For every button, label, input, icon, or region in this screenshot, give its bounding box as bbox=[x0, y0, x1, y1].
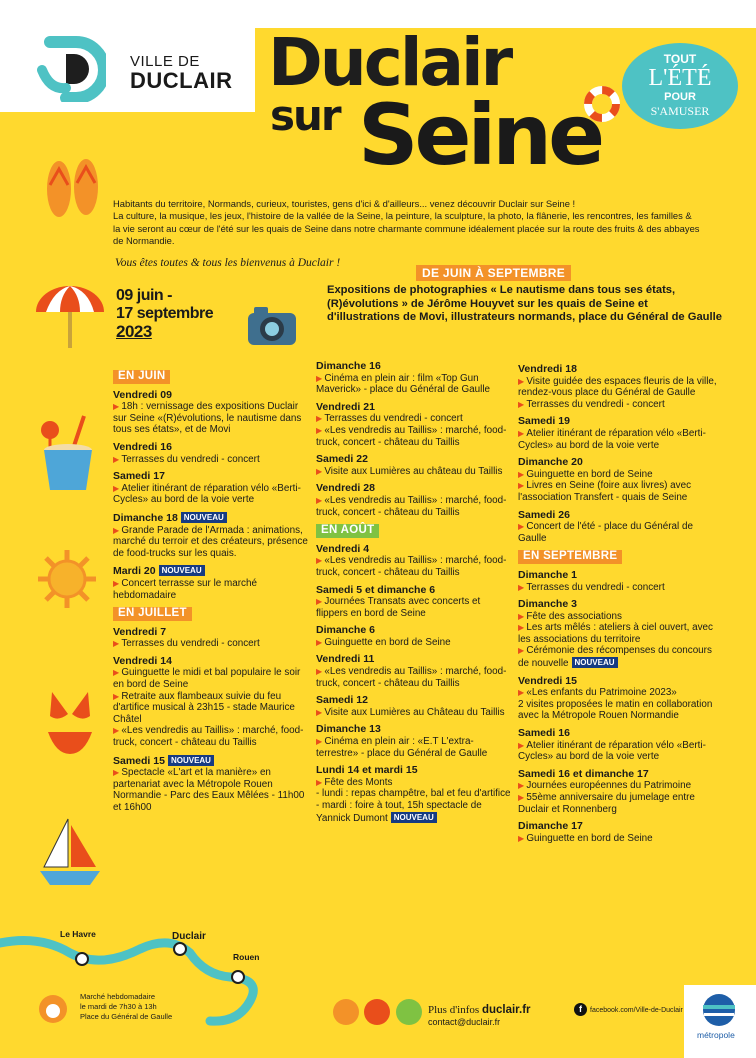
apple-icon bbox=[38, 994, 68, 1024]
event-item bbox=[316, 707, 514, 719]
bikini-icon bbox=[44, 688, 96, 758]
event-text: Retraite aux flambeaux suivie du feu d'artifice musical à 23h15 - stade Maurice Châtel bbox=[113, 690, 295, 725]
event-text: Guinguette en bord de Seine bbox=[526, 468, 653, 480]
event-text: 18h : vernissage des expositions Duclair sur Seine «(R)évolutions, le nautisme dans tous ses états», et de Movi bbox=[113, 401, 302, 436]
event-date-label: Mardi 20 bbox=[113, 565, 156, 578]
event-date bbox=[113, 656, 313, 668]
event-item bbox=[518, 469, 718, 481]
event-date-label: Samedi 19 bbox=[518, 415, 570, 428]
title-sur: sur bbox=[270, 91, 340, 140]
event-item bbox=[113, 578, 313, 601]
new-badge: NOUVEAU bbox=[168, 755, 214, 766]
event-text: Fête des associations bbox=[526, 610, 622, 622]
event-date bbox=[518, 728, 718, 740]
event-date bbox=[518, 676, 718, 688]
event-text: Cinéma en plein air : «E.T L'extra-terrestre» - place du Général de Gaulle bbox=[316, 736, 488, 759]
event-date bbox=[518, 599, 718, 611]
event-text: Terrasses du vendredi - concert bbox=[121, 453, 260, 465]
arrow-icon: ▶ bbox=[113, 454, 122, 464]
event-date-label: Lundi 14 et mardi 15 bbox=[316, 764, 418, 777]
event-text: Concert de l'été - place du Général de Gaulle bbox=[518, 521, 693, 544]
event-item bbox=[518, 780, 718, 792]
more-info bbox=[428, 1004, 531, 1016]
event-item bbox=[316, 800, 514, 824]
arrow-icon: ▶ bbox=[113, 726, 122, 736]
event-date bbox=[113, 442, 313, 454]
event-text: Journées européennes du Patrimoine bbox=[526, 780, 692, 792]
event-date-label: Samedi 12 bbox=[316, 694, 368, 707]
metropole-logo-icon bbox=[696, 993, 742, 1027]
event-item bbox=[518, 833, 718, 845]
event-item bbox=[113, 725, 313, 748]
badge-line1: TOUT bbox=[663, 52, 697, 66]
event-item bbox=[316, 666, 514, 689]
event-date-label: Dimanche 18 bbox=[113, 511, 178, 524]
event-date-label: Dimanche 16 bbox=[316, 360, 381, 372]
event-date-label: Samedi 26 bbox=[518, 508, 570, 521]
event-text: 2 visites proposées le matin en collaboration avec la Métropole Rouen Normandie bbox=[518, 698, 713, 722]
event-date-label: Samedi 17 bbox=[113, 470, 165, 483]
arrow-icon: ▶ bbox=[518, 611, 527, 621]
event-date bbox=[316, 654, 514, 666]
badge-line2: L'ÉTÉ bbox=[648, 65, 712, 91]
event-item bbox=[518, 521, 718, 544]
sailboat-icon bbox=[38, 815, 102, 887]
arrow-icon: ▶ bbox=[316, 737, 325, 747]
flip-flops-icon bbox=[42, 155, 104, 221]
event-item bbox=[113, 667, 313, 690]
event-text: Terrasses du vendredi - concert bbox=[526, 398, 665, 410]
event-item bbox=[316, 555, 514, 578]
arrow-icon: ▶ bbox=[113, 525, 122, 535]
event-item bbox=[113, 401, 313, 436]
expo-period-header: DE JUIN À SEPTEMBRE bbox=[416, 265, 571, 281]
event-date-label: Vendredi 09 bbox=[113, 388, 172, 401]
arrow-icon: ▶ bbox=[316, 597, 325, 607]
event-date-label: Dimanche 13 bbox=[316, 723, 381, 736]
city-logo[interactable] bbox=[30, 28, 255, 112]
event-text: Concert terrasse sur le marché hebdomadaire bbox=[113, 577, 257, 601]
month-header bbox=[316, 524, 514, 538]
arrow-icon: ▶ bbox=[518, 833, 527, 843]
event-date bbox=[518, 457, 718, 469]
sun-icon bbox=[36, 548, 98, 610]
event-date-label: Vendredi 11 bbox=[316, 653, 375, 666]
arrow-icon: ▶ bbox=[113, 402, 122, 412]
month-header bbox=[518, 550, 718, 564]
arrow-icon: ▶ bbox=[518, 481, 527, 491]
event-date bbox=[518, 510, 718, 522]
expo-year: 2023 bbox=[116, 322, 152, 341]
arrow-icon: ▶ bbox=[316, 777, 325, 787]
event-text: Journées Transats avec concerts et flippers en bord de Seine bbox=[316, 596, 481, 619]
event-text: Terrasses du vendredi - concert bbox=[526, 581, 665, 593]
new-badge: NOUVEAU bbox=[391, 812, 437, 823]
arrow-icon: ▶ bbox=[316, 495, 325, 505]
event-text: - mardi : foire à tout, 15h spectacle de Yannick Dumont bbox=[316, 800, 482, 824]
arrow-icon: ▶ bbox=[316, 466, 325, 476]
event-date-label: Samedi 22 bbox=[316, 453, 368, 466]
event-date bbox=[518, 570, 718, 582]
month-header bbox=[113, 370, 313, 384]
event-item bbox=[518, 376, 718, 399]
arrow-icon: ▶ bbox=[518, 428, 527, 438]
label-logos-icon bbox=[332, 998, 428, 1026]
expo-description: Expositions de photographies « Le nautisme dans tous ses états, (R)évolutions » de Jérôme Houyvet sur les quais de Seine et d'illustrations de Movi, illustrateurs normands, place du Général de Gaulle bbox=[327, 284, 722, 323]
arrow-icon: ▶ bbox=[113, 691, 122, 701]
event-text: Les arts mêlés : ateliers à ciel ouvert, avec les associations du territoire bbox=[518, 622, 713, 645]
event-text: «Les vendredis au Taillis» : marché, food-truck, concert - château du Taillis bbox=[316, 494, 507, 518]
arrow-icon: ▶ bbox=[518, 582, 527, 592]
event-item bbox=[518, 792, 718, 815]
arrow-icon: ▶ bbox=[316, 414, 325, 424]
arrow-icon: ▶ bbox=[113, 639, 122, 649]
event-date bbox=[113, 512, 313, 525]
new-badge: NOUVEAU bbox=[159, 565, 205, 576]
event-text: Guinguette en bord de Seine bbox=[324, 636, 451, 648]
event-text: Terrasses du vendredi - concert bbox=[324, 413, 463, 425]
event-item bbox=[518, 582, 718, 594]
new-badge: NOUVEAU bbox=[572, 657, 618, 668]
badge-line4: S'AMUSER bbox=[650, 104, 710, 118]
map-label-rouen: Rouen bbox=[233, 952, 260, 962]
event-item bbox=[518, 611, 718, 623]
event-date bbox=[113, 627, 313, 639]
event-text: «Les vendredis au Taillis» : marché, food-truck, concert - château du Taillis bbox=[316, 666, 507, 689]
arrow-icon: ▶ bbox=[113, 668, 122, 678]
event-date-label: Vendredi 21 bbox=[316, 400, 375, 413]
sand-bucket-icon bbox=[36, 410, 98, 494]
event-text: Visite aux Lumières au château du Taillis bbox=[324, 465, 503, 477]
event-date bbox=[316, 585, 514, 597]
event-item bbox=[518, 480, 718, 503]
event-date-label: Vendredi 18 bbox=[518, 363, 577, 375]
event-date-label: Samedi 16 bbox=[518, 727, 570, 740]
arrow-icon: ▶ bbox=[518, 740, 527, 750]
program-column-3 bbox=[518, 364, 718, 844]
event-item bbox=[316, 788, 514, 800]
event-text: Cérémonie des récompenses du concours de nouvelle bbox=[518, 645, 712, 670]
event-date-label: Samedi 16 et dimanche 17 bbox=[518, 767, 649, 780]
event-date-label: Dimanche 6 bbox=[316, 624, 375, 637]
arrow-icon: ▶ bbox=[518, 376, 527, 386]
event-date-label: Dimanche 17 bbox=[518, 820, 583, 833]
event-item bbox=[113, 638, 313, 650]
event-date bbox=[316, 544, 514, 556]
event-item bbox=[316, 425, 514, 448]
facebook-link[interactable]: facebook.com/Ville-de-Duclair bbox=[590, 1007, 683, 1014]
map-label-duclair: Duclair bbox=[172, 931, 206, 942]
event-item bbox=[316, 373, 514, 396]
event-date-label: Vendredi 14 bbox=[113, 654, 172, 667]
beach-umbrella-icon bbox=[32, 282, 108, 352]
map-label-lehavre: Le Havre bbox=[60, 929, 96, 939]
new-badge: NOUVEAU bbox=[181, 512, 227, 523]
event-item bbox=[316, 736, 514, 759]
event-date-label: Vendredi 15 bbox=[518, 674, 577, 687]
market-line1: Marché hebdomadaire bbox=[80, 992, 156, 1001]
summer-badge bbox=[622, 43, 738, 129]
event-item bbox=[113, 454, 313, 466]
event-text: Spectacle «L'art et la manière» en partenariat avec la Métropole Rouen Normandie - Parc des Eaux Mêlées - 11h00 et 16h00 bbox=[113, 767, 305, 813]
intro-line2: La culture, la musique, les jeux, l'histoire de la vallée de la Seine, la peinture, la sculpture, la photo, la flânerie, les rencontres, les familles & la vie seront au cœur de l'été sur les quais de Seine dans notre charmante commune idéalement placée sur la route des fruits & des abbayes de Normandie. bbox=[113, 210, 700, 246]
event-text: Terrasses du vendredi - concert bbox=[121, 638, 260, 650]
event-item bbox=[316, 637, 514, 649]
arrow-icon: ▶ bbox=[316, 425, 325, 435]
intro-text bbox=[113, 198, 701, 247]
event-date bbox=[518, 416, 718, 428]
event-text: Visite aux Lumières au Château du Taillis bbox=[324, 706, 505, 718]
event-date-label: Vendredi 28 bbox=[316, 482, 375, 495]
arrow-icon: ▶ bbox=[518, 623, 527, 633]
event-item bbox=[316, 466, 514, 478]
event-date bbox=[113, 390, 313, 402]
event-item bbox=[113, 525, 313, 560]
arrow-icon: ▶ bbox=[113, 768, 122, 778]
event-date bbox=[316, 361, 514, 373]
event-date bbox=[316, 724, 514, 736]
event-date-label: Samedi 5 et dimanche 6 bbox=[316, 583, 436, 596]
event-text: Atelier itinérant de réparation vélo «Berti-Cycles» au bord de la voie verte bbox=[113, 482, 301, 506]
event-date bbox=[518, 821, 718, 833]
title-seine: Seine bbox=[358, 86, 602, 184]
facebook-icon[interactable]: f bbox=[574, 1003, 587, 1016]
event-text: Guinguette en bord de Seine bbox=[526, 832, 653, 844]
arrow-icon: ▶ bbox=[518, 399, 527, 409]
arrow-icon: ▶ bbox=[518, 781, 527, 791]
event-date-label: Vendredi 4 bbox=[316, 542, 370, 555]
event-date bbox=[316, 695, 514, 707]
event-date-label: Dimanche 1 bbox=[518, 568, 577, 581]
arrow-icon: ▶ bbox=[518, 688, 527, 698]
more-info-label: Plus d'infos bbox=[428, 1004, 480, 1016]
program-column-2 bbox=[316, 361, 514, 824]
event-date bbox=[316, 625, 514, 637]
market-line2: le mardi de 7h30 à 13h bbox=[80, 1002, 157, 1011]
event-item bbox=[518, 428, 718, 451]
program-column-1 bbox=[113, 364, 313, 814]
event-text: «Les enfants du Patrimoine 2023» bbox=[526, 687, 677, 699]
event-date-label: Vendredi 16 bbox=[113, 440, 172, 453]
website-link[interactable]: duclair.fr bbox=[481, 1004, 531, 1016]
contact-email[interactable]: contact@duclair.fr bbox=[428, 1017, 501, 1027]
arrow-icon: ▶ bbox=[316, 373, 325, 383]
event-item bbox=[518, 622, 718, 645]
arrow-icon: ▶ bbox=[316, 556, 325, 566]
event-item bbox=[113, 691, 313, 726]
event-date bbox=[316, 402, 514, 414]
arrow-icon: ▶ bbox=[316, 707, 325, 717]
metropole-text: métropole bbox=[697, 1030, 735, 1040]
arrow-icon: ▶ bbox=[518, 646, 527, 656]
event-date bbox=[316, 483, 514, 495]
arrow-icon: ▶ bbox=[113, 483, 122, 493]
event-item bbox=[316, 413, 514, 425]
month-header-label: EN AOÛT bbox=[316, 524, 379, 538]
event-text: Guinguette le midi et bal populaire le soir en bord de Seine bbox=[113, 667, 301, 691]
event-text: Visite guidée des espaces fleuris de la ville, rendez-vous place du Général de Gaulle bbox=[518, 375, 717, 399]
lifebuoy-icon bbox=[584, 86, 620, 122]
arrow-icon: ▶ bbox=[518, 793, 527, 802]
event-text: «Les vendredis au Taillis» : marché, food-truck, concert - château du Taillis bbox=[316, 424, 507, 448]
event-item bbox=[518, 740, 718, 763]
month-header-label: EN JUILLET bbox=[113, 607, 192, 621]
event-text: «Les vendredis au Taillis» : marché, food-truck, concert - château du Taillis bbox=[113, 725, 304, 749]
month-header-label: EN SEPTEMBRE bbox=[518, 550, 622, 564]
event-text: Livres en Seine (foire aux livres) avec l'association Transfert - quais de Seine bbox=[518, 480, 692, 503]
event-date bbox=[316, 454, 514, 466]
event-date-label: Dimanche 20 bbox=[518, 456, 583, 469]
event-text: Atelier itinérant de réparation vélo «Berti-Cycles» au bord de la voie verte bbox=[518, 739, 706, 763]
event-text: - lundi : repas champêtre, bal et feu d'artifice bbox=[316, 788, 511, 800]
camera-icon bbox=[246, 305, 298, 347]
duclair-logo-icon bbox=[36, 32, 106, 102]
event-date bbox=[518, 364, 718, 376]
metropole-logo bbox=[684, 985, 756, 1058]
logo-line1: VILLE DE bbox=[130, 53, 200, 70]
event-item bbox=[113, 767, 313, 813]
event-date-label: Samedi 15 bbox=[113, 754, 165, 767]
event-text: 55ème anniversaire du jumelage entre Duclair et Ronnenberg bbox=[518, 792, 695, 815]
welcome-text: Vous êtes toutes & tous les bienvenus à Duclair ! bbox=[115, 257, 341, 269]
arrow-icon: ▶ bbox=[316, 667, 325, 677]
event-text: Fête des Monts bbox=[324, 776, 393, 788]
expo-date-start: 09 juin - bbox=[116, 287, 172, 304]
market-line3: Place du Général de Gaulle bbox=[80, 1012, 173, 1021]
event-item bbox=[518, 399, 718, 411]
month-header-label: EN JUIN bbox=[113, 370, 170, 384]
expo-date-end: 17 septembre bbox=[116, 305, 214, 322]
event-item bbox=[316, 495, 514, 518]
event-date bbox=[113, 565, 313, 578]
event-item bbox=[316, 596, 514, 619]
badge-line3: POUR bbox=[664, 91, 696, 103]
arrow-icon: ▶ bbox=[518, 522, 527, 532]
arrow-icon: ▶ bbox=[518, 469, 527, 479]
event-date-label: Dimanche 3 bbox=[518, 598, 577, 611]
event-item bbox=[518, 645, 718, 669]
event-item bbox=[316, 777, 514, 789]
expo-dates bbox=[116, 287, 213, 341]
logo-line2: DUCLAIR bbox=[130, 68, 233, 93]
event-item bbox=[518, 687, 718, 699]
event-item bbox=[518, 699, 718, 722]
event-text: Grande Parade de l'Armada : animations, marché du terroir et des créateurs, présence de food-trucks sur les quais. bbox=[113, 524, 308, 559]
title-duclair: Duclair bbox=[268, 24, 511, 101]
event-date bbox=[316, 765, 514, 777]
event-date bbox=[113, 755, 313, 768]
event-text: Cinéma en plein air : film «Top Gun Maverick» - place du Général de Gaulle bbox=[316, 372, 490, 396]
event-text: Atelier itinérant de réparation vélo «Berti-Cycles» au bord de la voie verte bbox=[518, 427, 706, 451]
arrow-icon: ▶ bbox=[113, 578, 122, 588]
event-item bbox=[113, 483, 313, 506]
month-header bbox=[113, 607, 313, 621]
event-date-label: Vendredi 7 bbox=[113, 625, 167, 638]
event-date bbox=[518, 769, 718, 781]
event-date bbox=[113, 471, 313, 483]
market-info bbox=[80, 992, 190, 1022]
arrow-icon: ▶ bbox=[316, 637, 325, 647]
event-text: «Les vendredis au Taillis» : marché, food-truck, concert - château du Taillis bbox=[316, 555, 507, 578]
intro-line1: Habitants du territoire, Normands, curieux, touristes, gens d'ici & d'ailleurs... venez découvrir Duclair sur Seine ! bbox=[113, 198, 576, 209]
